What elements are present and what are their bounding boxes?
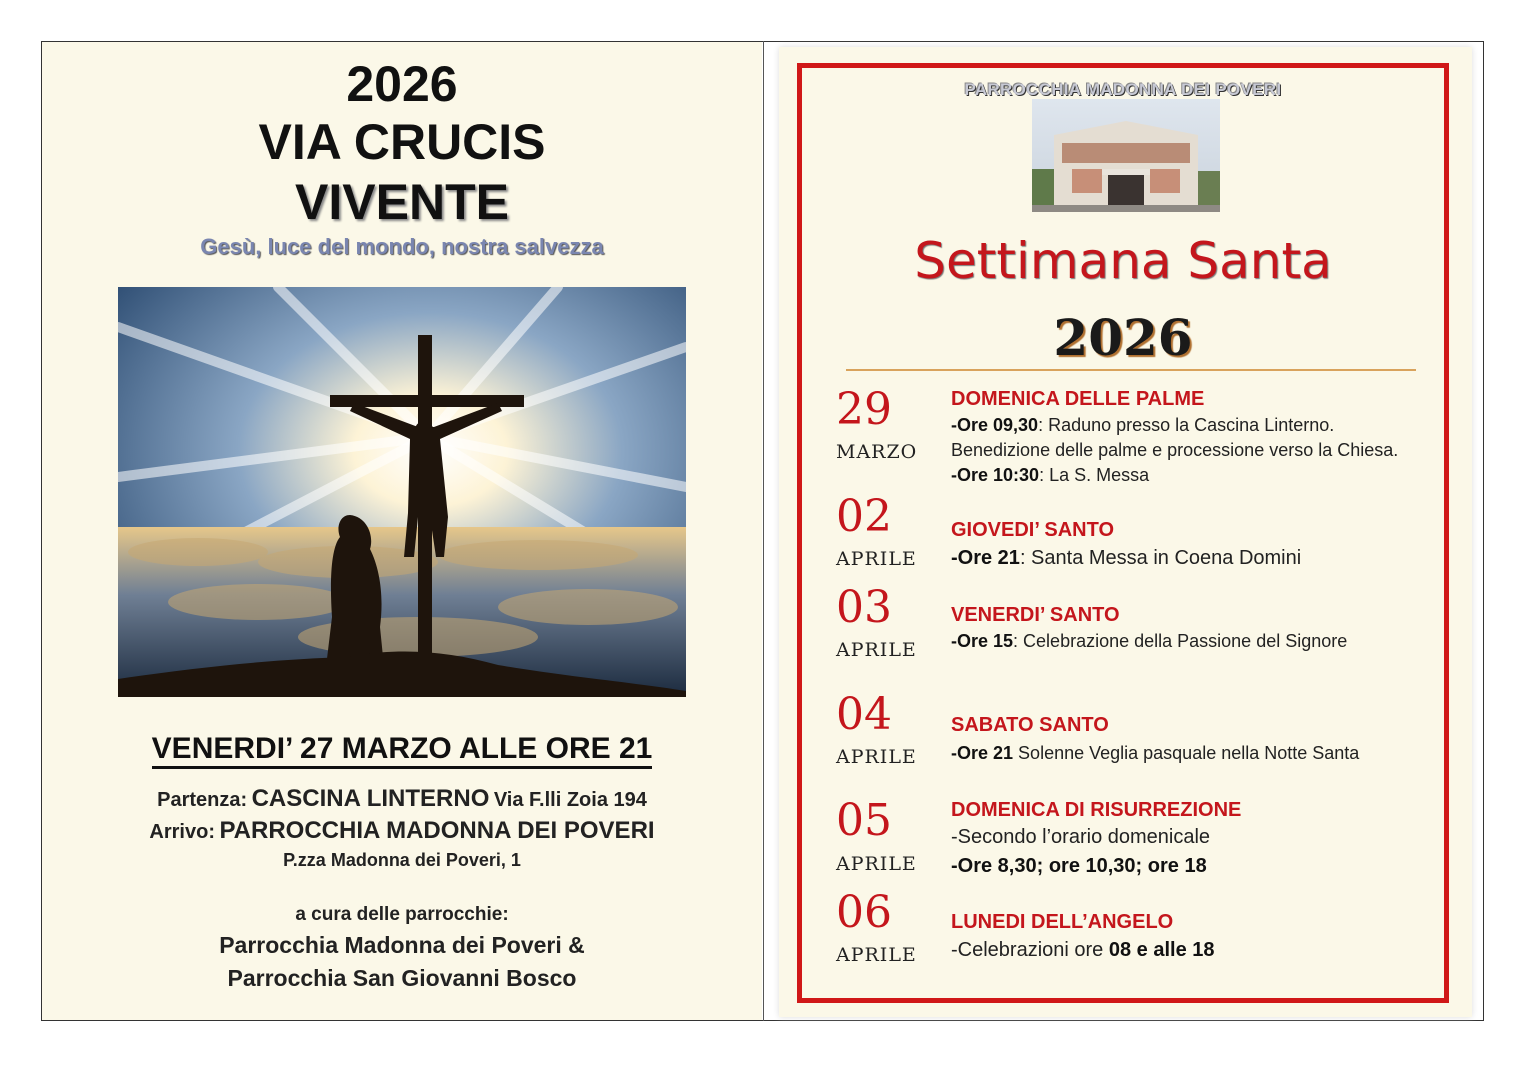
arrival-label: Arrivo: [149,821,215,843]
organizers-label: a cura delle parrocchie: [295,904,509,925]
event-detail-time: -Ore 21 [951,547,1020,569]
departure-label: Partenza: [157,789,248,811]
event-month: APRILE [836,639,917,661]
event-detail-line [951,855,1207,878]
parish-name: PARROCCHIA MADONNA DEI POVERI [964,80,1282,99]
event-detail-line [951,415,1334,436]
event-month: MARZO [836,441,918,463]
event-day: 04 [836,689,892,740]
event-detail-time: -Ore 21 [951,743,1014,763]
event-detail-text: -Celebrazioni ore [951,939,1109,961]
event-title: DOMENICA DI RISURREZIONE [951,799,1242,821]
event-detail-time: -Ore 10:30 [951,465,1040,485]
event-title: LUNEDI DELL’ANGELO [951,911,1174,933]
event-detail-line [951,440,1398,461]
event-detail-text: : Santa Messa in Coena Domini [1019,547,1302,569]
arrival-address: P.zza Madonna dei Poveri, 1 [283,850,521,870]
departure-line [42,785,762,813]
event-title: SABATO SANTO [951,714,1109,736]
event-detail-line [951,631,1347,652]
event-month: APRILE [836,944,917,966]
event-year: 2026 [346,56,458,112]
event-detail-line [951,547,1301,570]
event-day: 29 [836,384,892,435]
holy-week-title: Settimana Santa [914,232,1332,290]
event-title: GIOVEDI’ SANTO [951,519,1114,541]
organizer-1: Parrocchia Madonna dei Poveri & [219,932,585,958]
event-month: APRILE [836,853,917,875]
event-subtitle: Gesù, luce del mondo, nostra salvezza [200,234,604,259]
event-day: 03 [836,582,892,633]
page-divider [763,41,764,1021]
event-day: 02 [836,491,892,542]
event-detail-line [951,826,1210,849]
via-crucis-panel [42,42,762,1020]
arrival-line [42,817,762,845]
event-title: DOMENICA DELLE PALME [951,388,1205,410]
arrival-place: PARROCCHIA MADONNA DEI POVERI [219,817,655,844]
event-detail-text: Benedizione delle palme e processione verso la Chiesa. [951,440,1399,460]
event-month: APRILE [836,548,917,570]
event-detail-line [951,939,1215,962]
event-title-line1: VIA CRUCIS [258,114,546,170]
event-detail-time: 08 e alle 18 [1108,939,1215,961]
event-title-line2: VIVENTE [295,174,509,230]
departure-place: CASCINA LINTERNO [251,785,490,812]
organizer-2: Parrocchia San Giovanni Bosco [227,965,577,991]
event-title: VENERDI’ SANTO [951,604,1120,626]
crucifixion-image [118,287,686,697]
church-photo [1032,99,1220,212]
event-detail-text: Solenne Veglia pasquale nella Notte Santa [1013,743,1360,763]
event-day: 05 [836,795,892,846]
event-detail-text: : La S. Messa [1039,465,1150,485]
holy-week-year: 2026 [1053,308,1193,367]
title-rule [846,369,1416,371]
event-detail-text: : Celebrazione della Passione del Signore [1013,631,1348,651]
event-detail-time: -Ore 15 [951,631,1014,651]
event-detail-text: -Secondo l’orario domenicale [951,826,1211,848]
event-detail-time: -Ore 09,30 [951,415,1039,435]
event-date: VENERDI’ 27 MARZO ALLE ORE 21 [42,732,762,766]
event-detail-text: : Raduno presso la Cascina Linterno. [1038,415,1335,435]
event-day: 06 [836,887,892,938]
event-detail-time: -Ore 8,30; ore 10,30; ore 18 [951,855,1207,877]
event-detail-line [951,465,1149,486]
event-detail-line [951,743,1359,764]
departure-address: Via F.lli Zoia 194 [493,789,647,811]
event-month: APRILE [836,746,917,768]
